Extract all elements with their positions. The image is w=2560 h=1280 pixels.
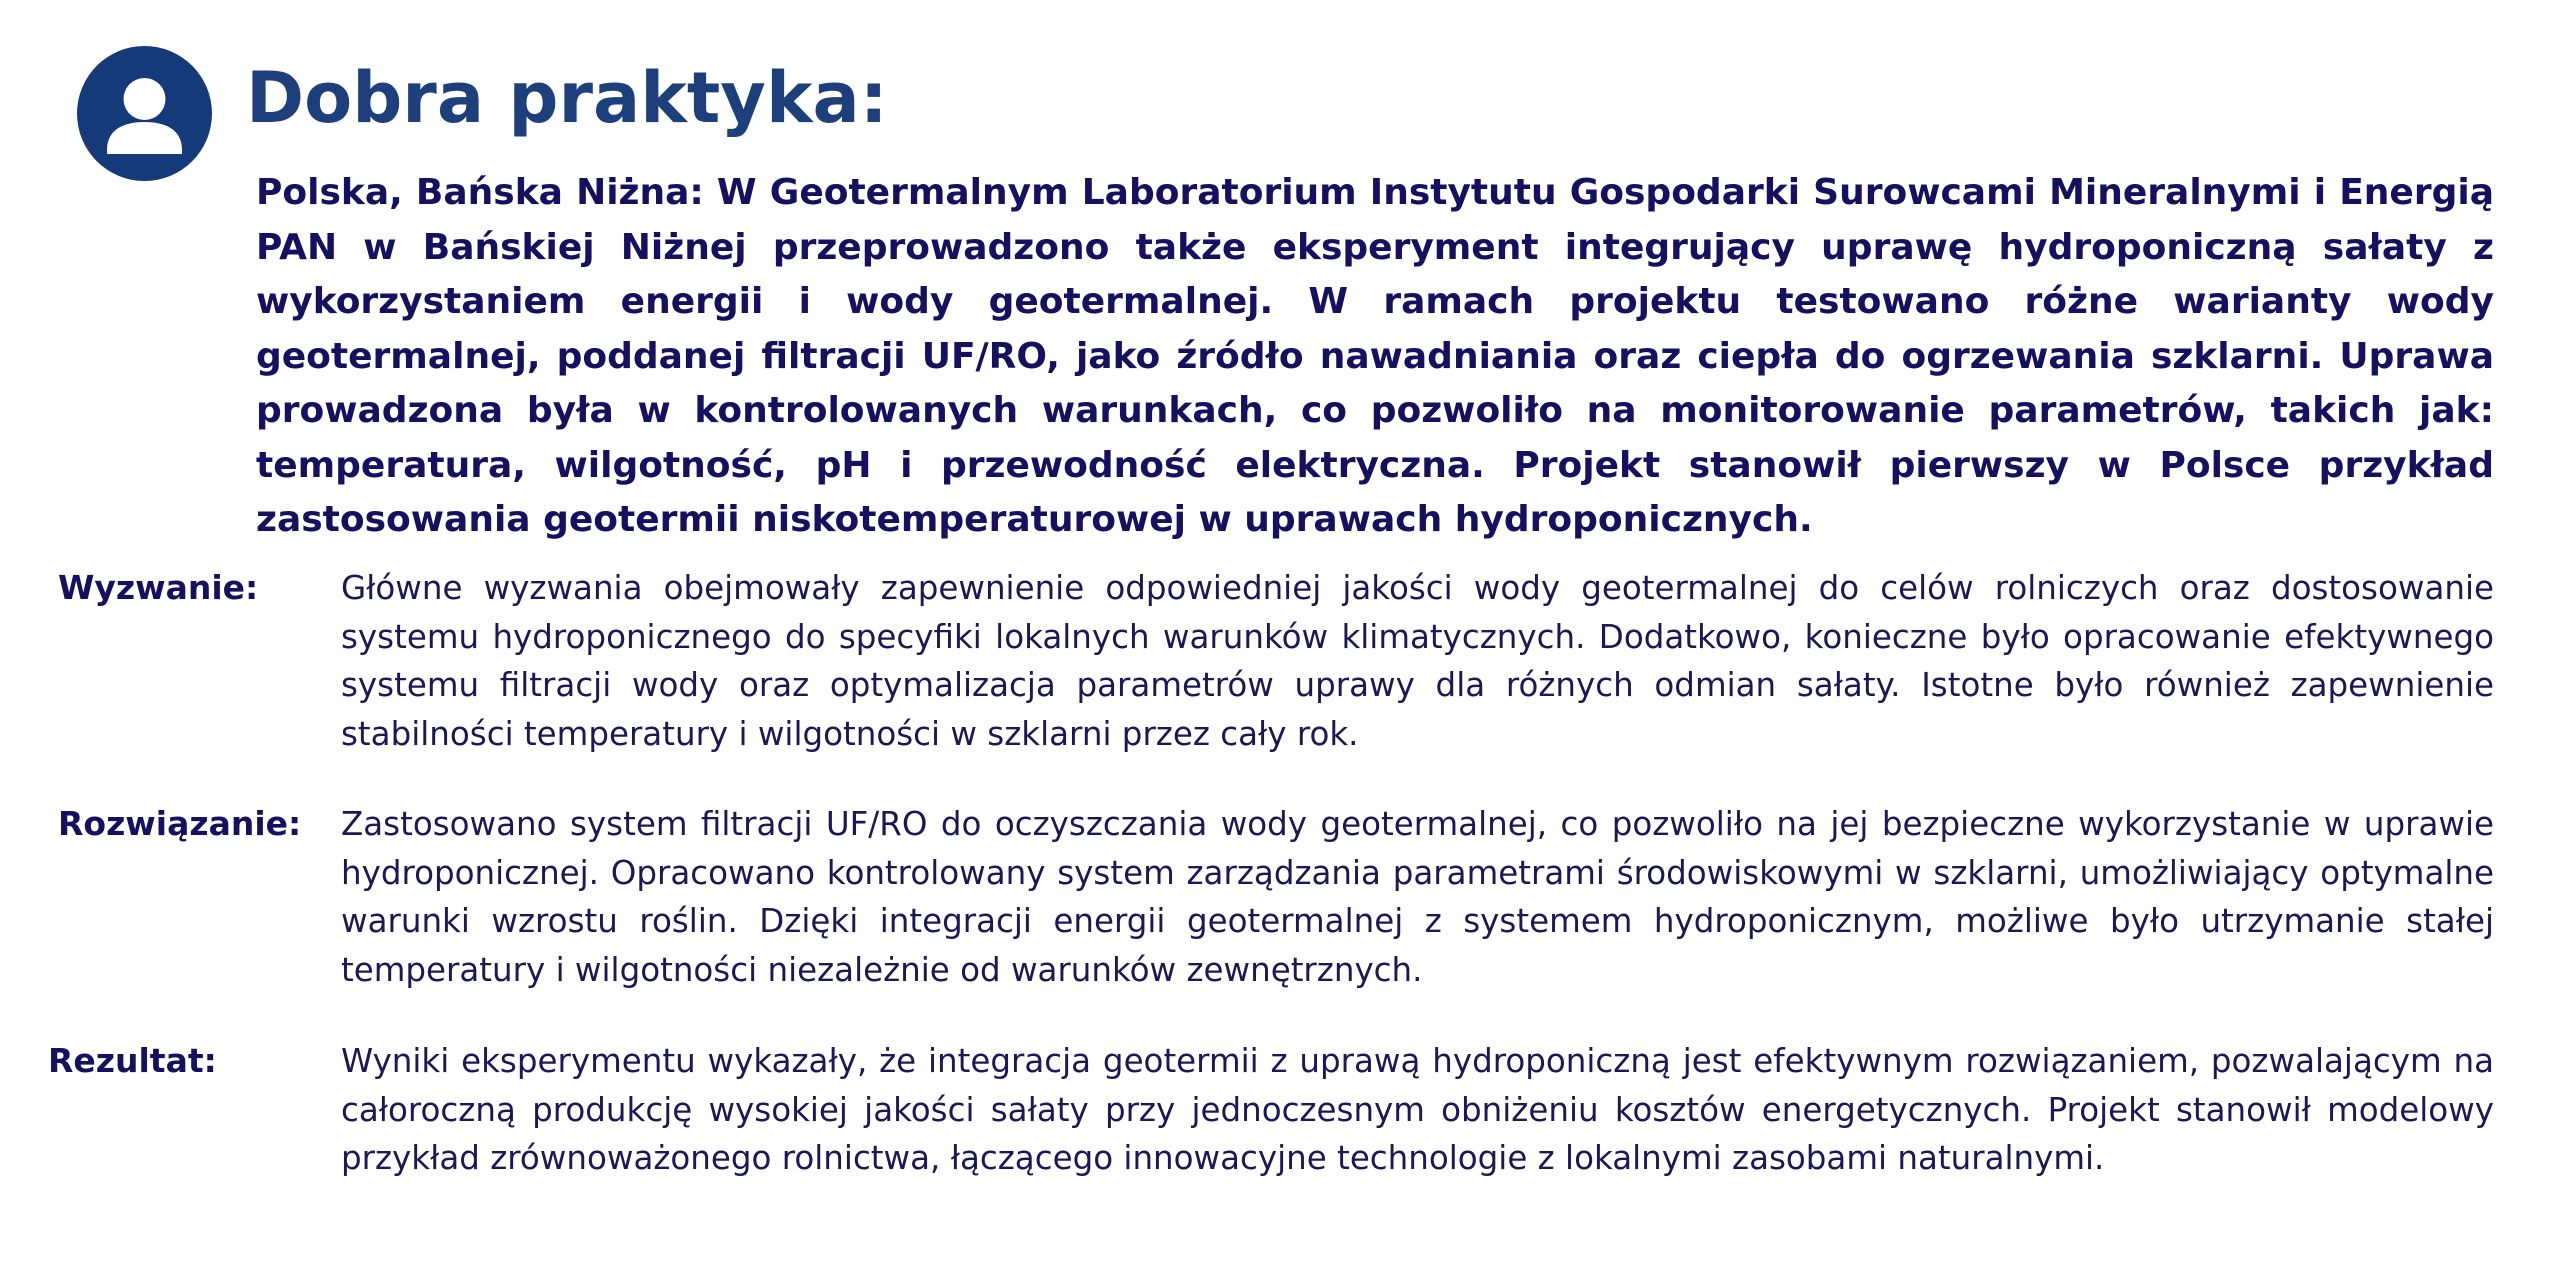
page-title: Dobra praktyka: <box>246 57 888 139</box>
user-icon <box>77 46 212 181</box>
result-text: Wyniki eksperymentu wykazały, że integracja geotermii z uprawą hydroponiczną jest efektywnym rozwiązaniem, pozwalającym na całoroczną produkcję wysokiej jakości sałaty przy jednoczesnym obniżeniu kosztów energetycznych. Projekt stanowił modelowy przykład zrównoważonego rolnictwa, łączącego innowacyjne technologie z lokalnymi zasobami naturalnymi. <box>341 1042 2494 1177</box>
intro-paragraph: Polska, Bańska Niżna: W Geotermalnym Laboratorium Instytutu Gospodarki Surowcami Mineralnymi i Energią PAN w Bańskiej Niżnej przeprowadzono także eksperyment integrujący uprawę hydroponiczną sałaty z wykorzystaniem energii i wody geotermalnej. W ramach projektu testowano różne warianty wody geotermalnej, poddanej filtracji UF/RO, jako źródło nawadniania oraz ciepła do ogrzewania szklarni. Uprawa prowadzona była w kontrolowanych warunkach, co pozwoliło na monitorowanie parametrów, takich jak: temperatura, wilgotność, pH i przewodność elektryczna. Projekt stanowił pierwszy w Polsce przykład zastosowania geotermii niskotemperaturowej w uprawach hydroponicznych. <box>256 172 2494 540</box>
solution-text: Zastosowano system filtracji UF/RO do oczyszczania wody geotermalnej, co pozwoliło na jej bezpieczne wykorzystanie w uprawie hydroponicznej. Opracowano kontrolowany system zarządzania parametrami środowiskowymi w szklarni, umożliwiający optymalne warunki wzrostu roślin. Dzięki integracji energii geotermalnej z systemem hydroponicznym, możliwe było utrzymanie stałej temperatury i wilgotności niezależnie od warunków zewnętrznych. <box>341 805 2494 989</box>
avatar <box>77 46 212 181</box>
challenge-label: Wyzwanie: <box>58 568 259 607</box>
challenge-text: Główne wyzwania obejmowały zapewnienie odpowiedniej jakości wody geotermalnej do celów rolniczych oraz dostosowanie systemu hydroponicznego do specyfiki lokalnych warunków klimatycznych. Dodatkowo, konieczne było opracowanie efektywnego systemu filtracji wody oraz optymalizacja parametrów uprawy dla różnych odmian sałaty. Istotne było również zapewnienie stabilności temperatury i wilgotności w szklarni przez cały rok. <box>341 569 2494 753</box>
solution-label: Rozwiązanie: <box>58 804 302 843</box>
result-label: Rezultat: <box>48 1041 217 1080</box>
